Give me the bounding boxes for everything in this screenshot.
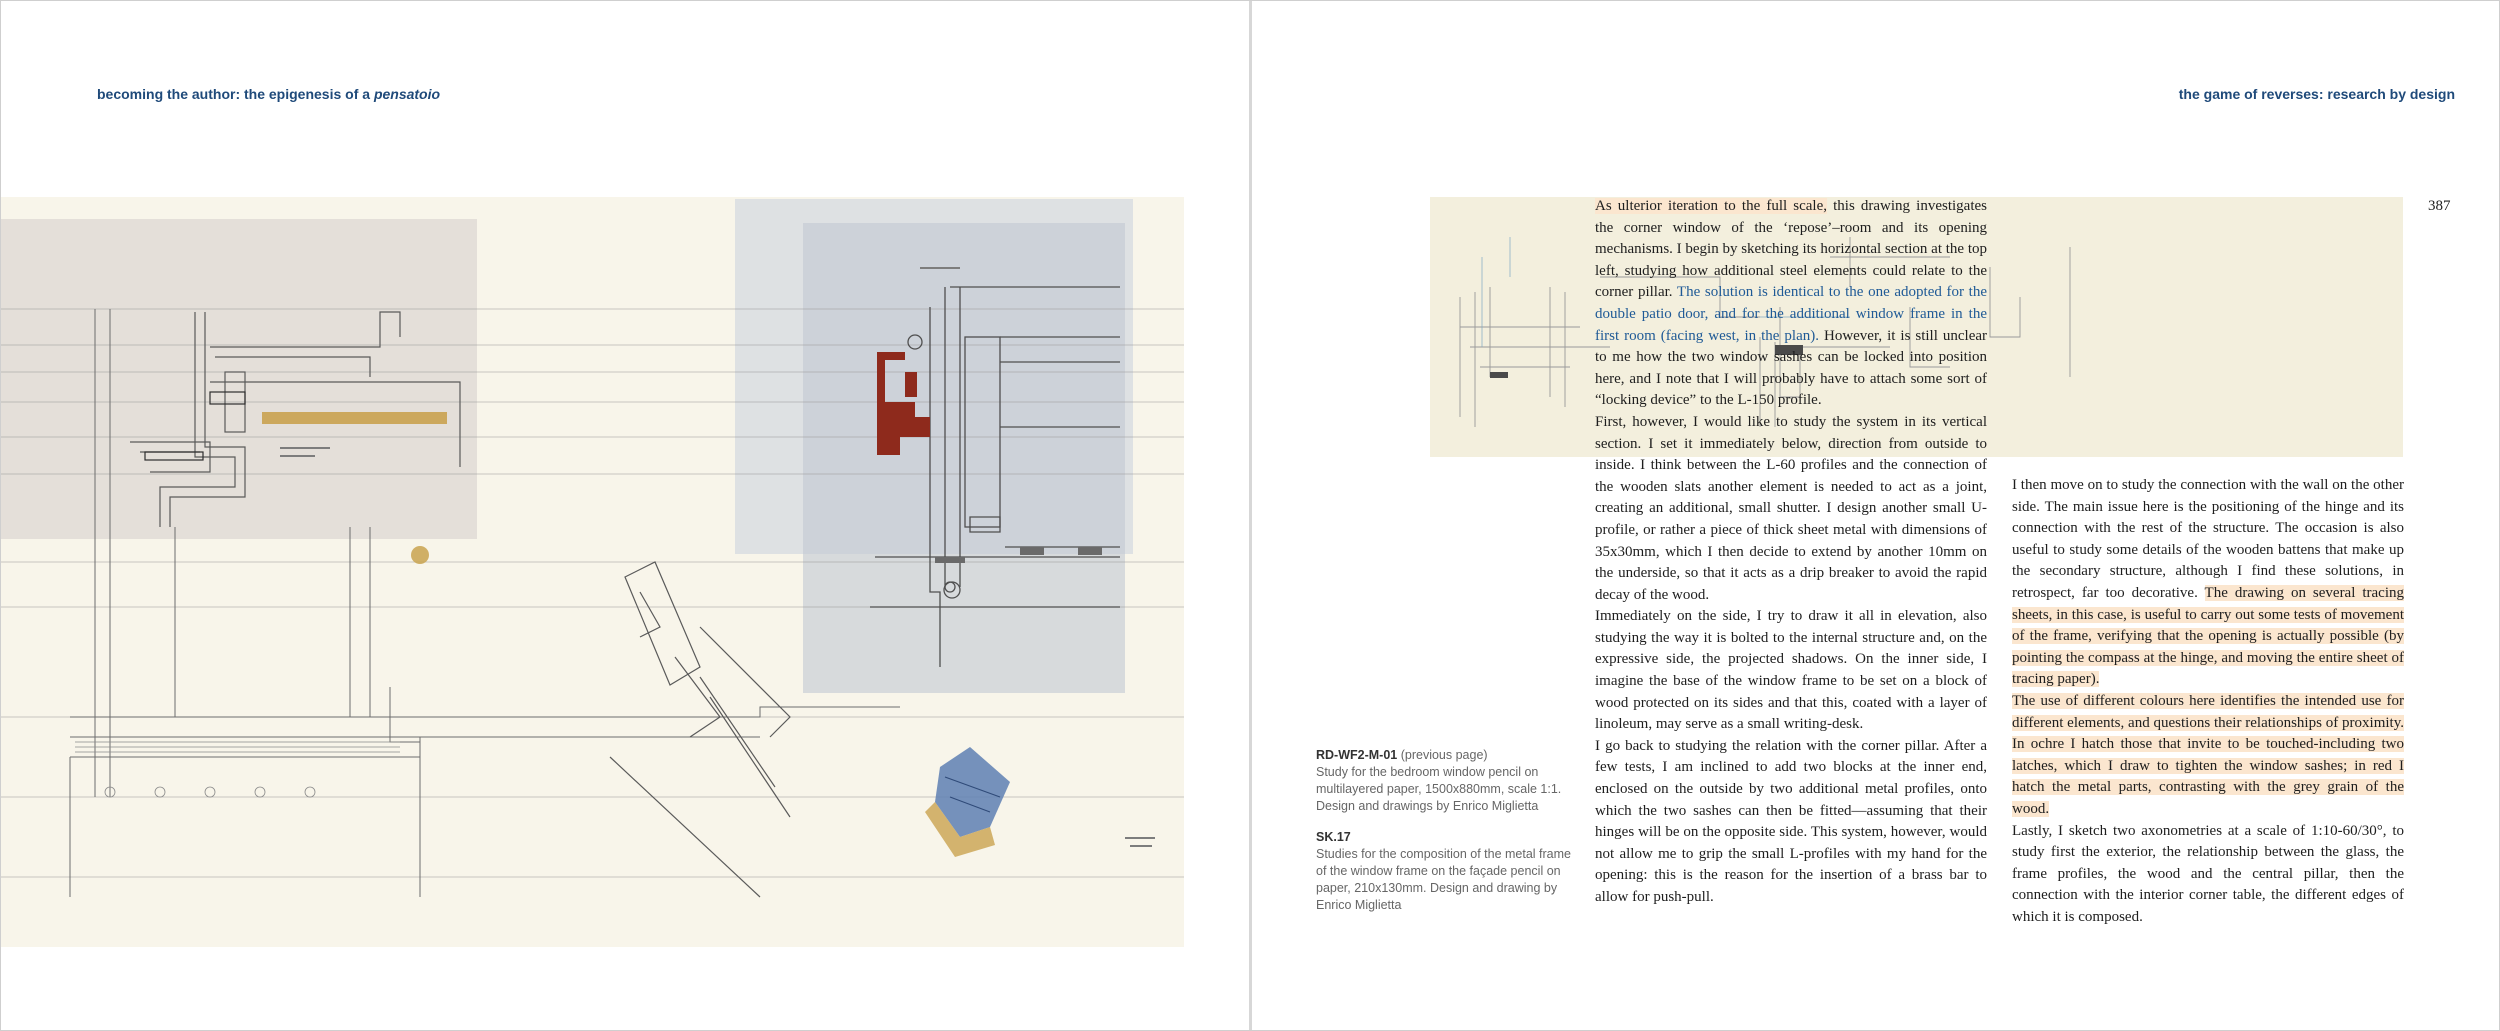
column-1-paragraph-4: I go back to studying the relation with the corner pillar. After a few tests, I am inclined to add two blocks at the inner end, enclosed on the outside by two additional metal profiles, onto which the two sashes can then be fitted—assuming that their hinges will be on the opposite side. This system, however, would not allow me to grip the small L-profiles with my hand for the opening: this is the reason for the insertion of a brass bar to allow for push-pull. — [1595, 737, 1987, 905]
tracing-sheet-grey — [803, 223, 1125, 693]
elevation-hatch — [75, 742, 400, 797]
axonometry — [610, 562, 790, 897]
column-1-paragraph-3: Immediately on the side, I try to draw it all in elevation, also studying the way it is bolted to the internal structure and, on the expressive side, the projected shadows. On the inner side, I imagine the base of the window frame to be set on a block of wood protected on its sides and that this, coated with a layer of linoleum, may serve as a small writing-desk. — [1595, 608, 1987, 733]
caption-2-text: Studies for the composition of the metal frame of the window frame on the façade pencil on paper, 210x130mm. Design and drawing by Enrico Miglietta — [1316, 847, 1571, 912]
caption-1-note: (previous page) — [1397, 748, 1488, 762]
caption-2 — [1316, 829, 1578, 914]
caption-1-code: RD-WF2-M-01 — [1316, 748, 1398, 762]
glass-detail — [925, 747, 1010, 857]
column-2-paragraph-3: Lastly, I sketch two axonometries at a scale of 1:10-60/30°, to study first the exterior, the relationship between the glass, the frame profiles, the wood and the central pillar, then the connection with the interior corner table, the different edges of which it is composed. — [2012, 822, 2404, 925]
highlight-tracing-sheets: The drawing on several tracing sheets, in this case, is useful to carry out some tests of movement of the frame, verifying that the opening is actually possible (by pointing the compass at the hinge, and moving the entire sheet of tracing paper). — [2012, 584, 2404, 688]
highlight-colours: The use of different colours here identifies the intended use for different elements, and questions their relationships of proximity. In ochre I hatch those that invite to be touched-including two latches, which I draw to tighten the window sashes; in red I hatch the metal parts, contrasting with the grey grain of the wood. — [2012, 692, 2404, 817]
left-running-head — [97, 86, 440, 102]
blue-note-solution: The solution is identical to the one adopted for the double patio door, and for the additional window frame in the first room (facing west, in the plan). — [1595, 284, 1987, 344]
left-running-head-text: becoming the author: the epigenesis of a — [97, 86, 374, 102]
brass-bar — [262, 412, 447, 424]
figure-captions — [1316, 747, 1578, 928]
caption-1 — [1316, 747, 1578, 815]
text-column-1 — [1595, 196, 1987, 909]
brass-knob — [411, 546, 429, 564]
page-number: 387 — [2428, 198, 2451, 214]
drawing-svg — [0, 197, 1184, 947]
column-2-paragraph-2 — [2012, 691, 2404, 821]
column-1-paragraph-2: First, however, I would like to study the system in its vertical section. I set it immediately below, direction from outside to inside. I think between the L-60 profiles and the connection of the wooden slats another element is needed to act as a joint, creating an additional, small shutter. I design another small U-profile, or rather a piece of thick sheet metal with dimensions of 35x30mm, which I then decide to extend by another 10mm on the underside, so that it acts as a drip breaker to avoid the rapid decay of the wood. — [1595, 413, 1987, 603]
column-1-p1-end: However, it is still unclear to me how the two window sashes can be locked into position here, and I note that I will probably have to attach some sort of “locking device” to the L-150 profile. — [1595, 327, 1988, 409]
text-column-2 — [2012, 475, 2404, 928]
technical-drawing — [0, 197, 1184, 947]
caption-2-code: SK.17 — [1316, 830, 1351, 844]
caption-1-text: Study for the bedroom window pencil on multilayered paper, 1500x880mm, scale 1:1. Design and drawings by Enrico Miglietta — [1316, 765, 1562, 813]
column-1-paragraph-1 — [1595, 196, 1987, 412]
tracing-sheet-left — [0, 219, 477, 539]
column-1-p1-text: this drawing investigates the corner window of the ‘repose’–room and its opening mechanisms. I begin by sketching its horizontal section at the top left, studying how additional steel elements could relate to the corner pillar. — [1595, 198, 1987, 301]
column-2-p1-text: I then move on to study the connection with the wall on the other side. The main issue here is the positioning of the hinge and its connection with the rest of the structure. The occasion is also useful to study some details of the wooden battens that make up the secondary structure, although I find these solutions, in retrospect, far too decorative. — [2012, 477, 2404, 601]
left-running-head-italic: pensatoio — [373, 86, 441, 102]
column-2-paragraph-1 — [2012, 475, 2404, 691]
highlight-full-scale: As ulterior iteration to the full scale, — [1595, 198, 1828, 214]
right-running-head: the game of reverses: research by design — [2178, 86, 2455, 102]
